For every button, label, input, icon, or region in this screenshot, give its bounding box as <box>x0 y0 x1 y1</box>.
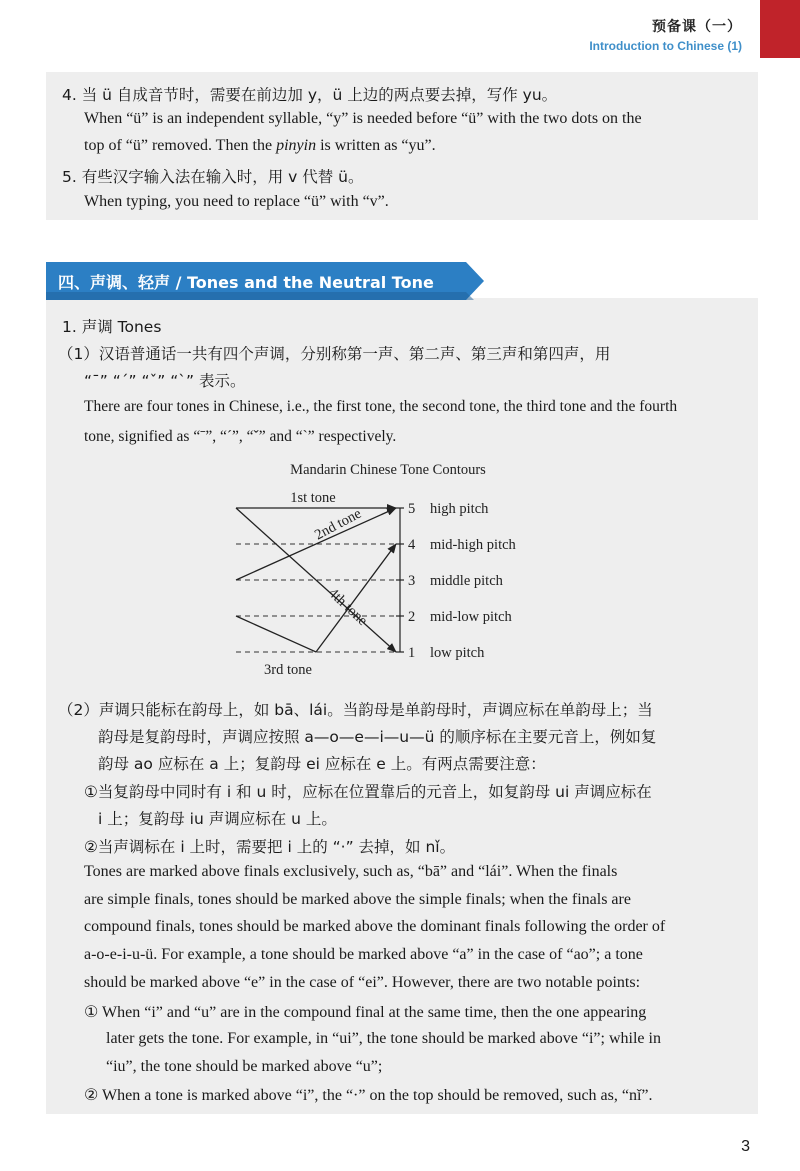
tones-note2-english: ② When a tone is marked above “i”, the “·” on the top should be removed, such as, “nǐ”. <box>84 1087 653 1104</box>
tone-series-label: 2nd tone <box>312 505 365 544</box>
tones-p1-english-line1: There are four tones in Chinese, i.e., the first tone, the second tone, the third tone and the fourth <box>84 398 678 415</box>
tones-p2-english-line: are simple finals, tones should be marked above the simple finals; when the finals are <box>84 891 631 908</box>
header-color-tab <box>760 0 800 58</box>
item-4-english-text-a: top of “ü” removed. Then the <box>84 137 277 154</box>
tone-series-label: 3rd tone <box>264 662 312 678</box>
tones-p1-chinese-line1: （1）汉语普通话一共有四个声调，分别称第一声、第二声、第三声和第四声，用 <box>58 345 611 363</box>
section-banner-title: 四、声调、轻声 / Tones and the Neutral Tone <box>58 273 434 292</box>
pitch-tick-label: 2 <box>408 609 416 625</box>
tones-heading: 1. 声调 Tones <box>62 318 162 336</box>
tones-p1-chinese-line2: “ˉ” “ˊ” “ˇ” “ˋ” 表示。 <box>84 372 246 390</box>
tone-series-label: 4th tone <box>325 585 371 629</box>
pinyin-italic-word: pinyin <box>276 137 317 154</box>
item-5-english: When typing, you need to replace “ü” with “v”. <box>84 193 389 210</box>
tones-p2-chinese-line1: （2）声调只能标在韵母上，如 bā、lái。当韵母是单韵母时，声调应标在单韵母上；当 <box>58 701 653 719</box>
tone-contour-chart <box>0 450 800 680</box>
page-number: 3 <box>741 1138 750 1155</box>
tones-note1-english-line1: ① When “i” and “u” are in the compound final at the same time, then the one appearing <box>84 1004 647 1021</box>
pitch-tick-label: 5 <box>408 501 416 517</box>
pitch-level-name: low pitch <box>430 645 485 661</box>
tones-p2-english-line: a-o-e-i-u-ü. For example, a tone should be marked above “a” in the case of “ao”; a tone <box>84 946 643 963</box>
tones-p2-english-line: should be marked above “e” in the case of “ei”. However, there are two notable points: <box>84 974 641 991</box>
tones-p2-english-line: Tones are marked above finals exclusively, such as, “bā” and “lái”. When the finals <box>84 863 618 880</box>
tones-p2-chinese-line2: 韵母是复韵母时，声调应按照 a—o—e—i—u—ü 的顺序标在主要元音上，例如复 <box>98 728 657 746</box>
pitch-level-name: mid-high pitch <box>430 537 516 553</box>
pitch-tick-label: 1 <box>408 645 416 661</box>
tone-contour-line <box>236 544 396 652</box>
item-4-english-line1: When “ü” is an independent syllable, “y” is needed before “ü” with the two dots on the <box>84 110 642 127</box>
tones-note1-english-line2: later gets the tone. For example, in “ui”, the tone should be marked above “i”; while in <box>106 1030 661 1047</box>
item-4-chinese: 4. 当 ü 自成音节时，需要在前边加 y，ü 上边的两点要去掉，写作 yu。 <box>62 86 558 104</box>
tones-p2-note1-chinese-line1: ①当复韵母中同时有 i 和 u 时，应标在位置靠后的元音上，如复韵母 ui 声调应标在 <box>84 783 652 801</box>
tones-p2-chinese-line3: 韵母 ao 应标在 a 上；复韵母 ei 应标在 e 上。有两点需要注意： <box>98 755 546 773</box>
tones-note1-english-line3: “iu”, the tone should be marked above “u”; <box>106 1058 383 1075</box>
tones-p2-note2-chinese: ②当声调标在 i 上时，需要把 i 上的 “·” 去掉，如 nǐ。 <box>84 838 456 856</box>
pitch-tick-label: 3 <box>408 573 416 589</box>
page-header-subtitle: Introduction to Chinese (1) <box>589 39 742 53</box>
tones-p2-note1-chinese-line2: i 上；复韵母 iu 声调应标在 u 上。 <box>98 810 337 828</box>
tones-p1-english-line2: tone, signified as “ˉ”, “ˊ”, “ˇ” and “ˋ” respectively. <box>84 428 397 445</box>
item-4-english-text-c: is written as “yu”. <box>316 137 436 154</box>
pitch-level-name: middle pitch <box>430 573 503 589</box>
tones-p2-english-line: compound finals, tones should be marked above the dominant finals following the order of <box>84 918 666 935</box>
chart-title: Mandarin Chinese Tone Contours <box>290 462 486 478</box>
page-header-title: 预备课（一） <box>652 19 742 35</box>
pitch-level-name: high pitch <box>430 501 489 517</box>
item-5-chinese: 5. 有些汉字输入法在输入时，用 v 代替 ü。 <box>62 168 364 186</box>
pitch-tick-label: 4 <box>408 537 416 553</box>
pitch-level-name: mid-low pitch <box>430 609 512 625</box>
tone-series-label: 1st tone <box>290 490 336 506</box>
item-4-english-line2 <box>84 137 436 155</box>
